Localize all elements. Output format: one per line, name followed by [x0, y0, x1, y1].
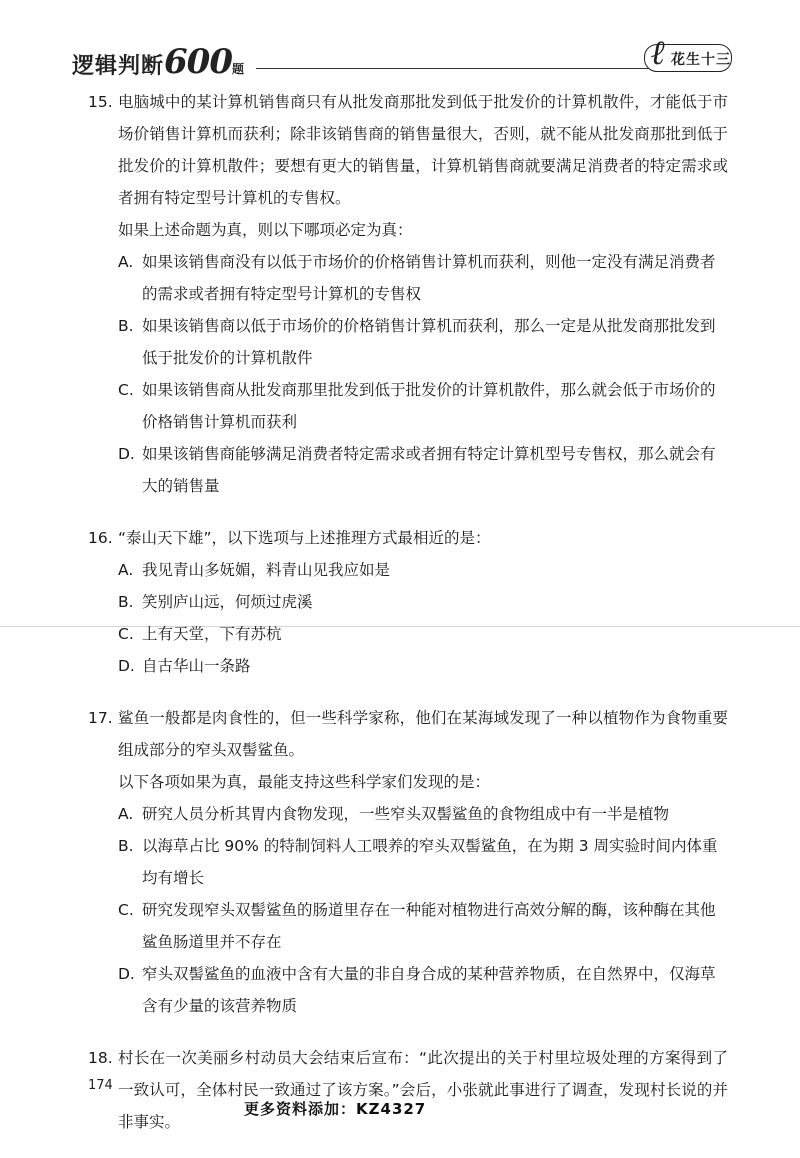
page-number: 174 — [88, 1078, 113, 1093]
option-text: 如果该销售商从批发商那里批发到低于批发价的计算机散件，那么就会低于市场价的价格销售计算机而获利 — [142, 381, 716, 431]
brand-badge — [644, 33, 732, 73]
option-letter: D. — [118, 657, 135, 675]
watermark-text: 更多资料添加：KZ4327 — [244, 1100, 427, 1118]
option-letter: D. — [118, 965, 135, 983]
question-17 — [88, 702, 728, 1022]
option-a — [88, 554, 728, 586]
question-list — [88, 86, 728, 1158]
option-letter: A. — [118, 253, 134, 271]
question-prompt: 如果上述命题为真，则以下哪项必定为真： — [118, 221, 413, 239]
page-header — [72, 33, 732, 82]
option-c — [88, 894, 728, 958]
option-text: 窄头双髻鲨鱼的血液中含有大量的非自身合成的某种营养物质，在自然界中，仅海草含有少量的该营养物质 — [142, 965, 716, 1015]
option-d — [88, 650, 728, 682]
header-rule — [256, 68, 710, 69]
question-prompt: 以下各项如果为真，最能支持这些科学家们发现的是： — [118, 773, 491, 791]
option-text: 研究发现窄头双髻鲨鱼的肠道里存在一种能对植物进行高效分解的酶，该种酶在其他鲨鱼肠道里并不存在 — [142, 901, 716, 951]
option-b — [88, 830, 728, 894]
option-letter: C. — [118, 901, 134, 919]
question-stem — [88, 1042, 728, 1138]
question-text: “泰山天下雄”，以下选项与上述推理方式最相近的是： — [118, 529, 491, 547]
option-letter: B. — [118, 593, 134, 611]
option-text: 研究人员分析其胃内食物发现，一些窄头双髻鲨鱼的食物组成中有一半是植物 — [142, 805, 670, 823]
question-text: 村长在一次美丽乡村动员大会结束后宣布：“此次提出的关于村里垃圾处理的方案得到了一致认可，全体村民一致通过了该方案。”会后，小张就此事进行了调查，发现村长说的并非事实。 — [118, 1049, 728, 1131]
option-text: 我见青山多妩媚，料青山见我应如是 — [142, 561, 391, 579]
option-text: 自古华山一条路 — [142, 657, 251, 675]
question-text: 鲨鱼一般都是肉食性的，但一些科学家称，他们在某海域发现了一种以植物作为食物重要组成部分的窄头双髻鲨鱼。 — [118, 709, 728, 759]
option-letter: A. — [118, 805, 134, 823]
option-letter: B. — [118, 317, 134, 335]
question-number: 15. — [88, 93, 113, 111]
book-title-number: 600 — [164, 42, 232, 82]
option-letter: A. — [118, 561, 134, 579]
option-letter: B. — [118, 837, 134, 855]
option-c — [88, 618, 728, 650]
option-a — [88, 798, 728, 830]
option-d — [88, 958, 728, 1022]
option-letter: D. — [118, 445, 135, 463]
question-15 — [88, 86, 728, 502]
option-d — [88, 438, 728, 502]
option-text: 如果该销售商以低于市场价的价格销售计算机而获利，那么一定是从批发商那批发到低于批发价的计算机散件 — [142, 317, 716, 367]
option-c — [88, 374, 728, 438]
question-stem — [88, 522, 728, 554]
option-letter: C. — [118, 625, 134, 643]
option-text: 以海草占比 90% 的特制饲料人工喂养的窄头双髻鲨鱼，在为期 3 周实验时间内体重均有增长 — [142, 837, 718, 887]
brand-label: 花生十三 — [671, 52, 731, 68]
question-stem — [88, 86, 728, 214]
question-18 — [88, 1042, 728, 1138]
book-title — [72, 42, 244, 82]
option-b — [88, 310, 728, 374]
option-letter: C. — [118, 381, 134, 399]
option-text: 笑别庐山远，何烦过虎溪 — [142, 593, 313, 611]
option-text: 如果该销售商能够满足消费者特定需求或者拥有特定计算机型号专售权，那么就会有大的销售量 — [142, 445, 716, 495]
option-text: 如果该销售商没有以低于市场价的价格销售计算机而获利，则他一定没有满足消费者的需求或者拥有特定型号计算机的专售权 — [142, 253, 716, 303]
option-text: 上有天堂，下有苏杭 — [142, 625, 282, 643]
option-b — [88, 586, 728, 618]
question-text: 电脑城中的某计算机销售商只有从批发商那批发到低于批发价的计算机散件，才能低于市场价销售计算机而获利；除非该销售商的销售量很大，否则，就不能从批发商那批到低于批发价的计算机散件；要想有更大的销售量，计算机销售商就要满足消费者的特定需求或者拥有特定型号计算机的专售权。 — [118, 93, 728, 207]
question-16 — [88, 522, 728, 682]
question-number: 18. — [88, 1049, 113, 1067]
question-stem — [88, 702, 728, 766]
question-number: 17. — [88, 709, 113, 727]
book-title-suffix: 题 — [232, 62, 245, 76]
book-title-text: 逻辑判断 — [72, 54, 165, 79]
option-a — [88, 246, 728, 310]
question-number: 16. — [88, 529, 113, 547]
brand-logo-icon: ℓ — [651, 33, 666, 73]
